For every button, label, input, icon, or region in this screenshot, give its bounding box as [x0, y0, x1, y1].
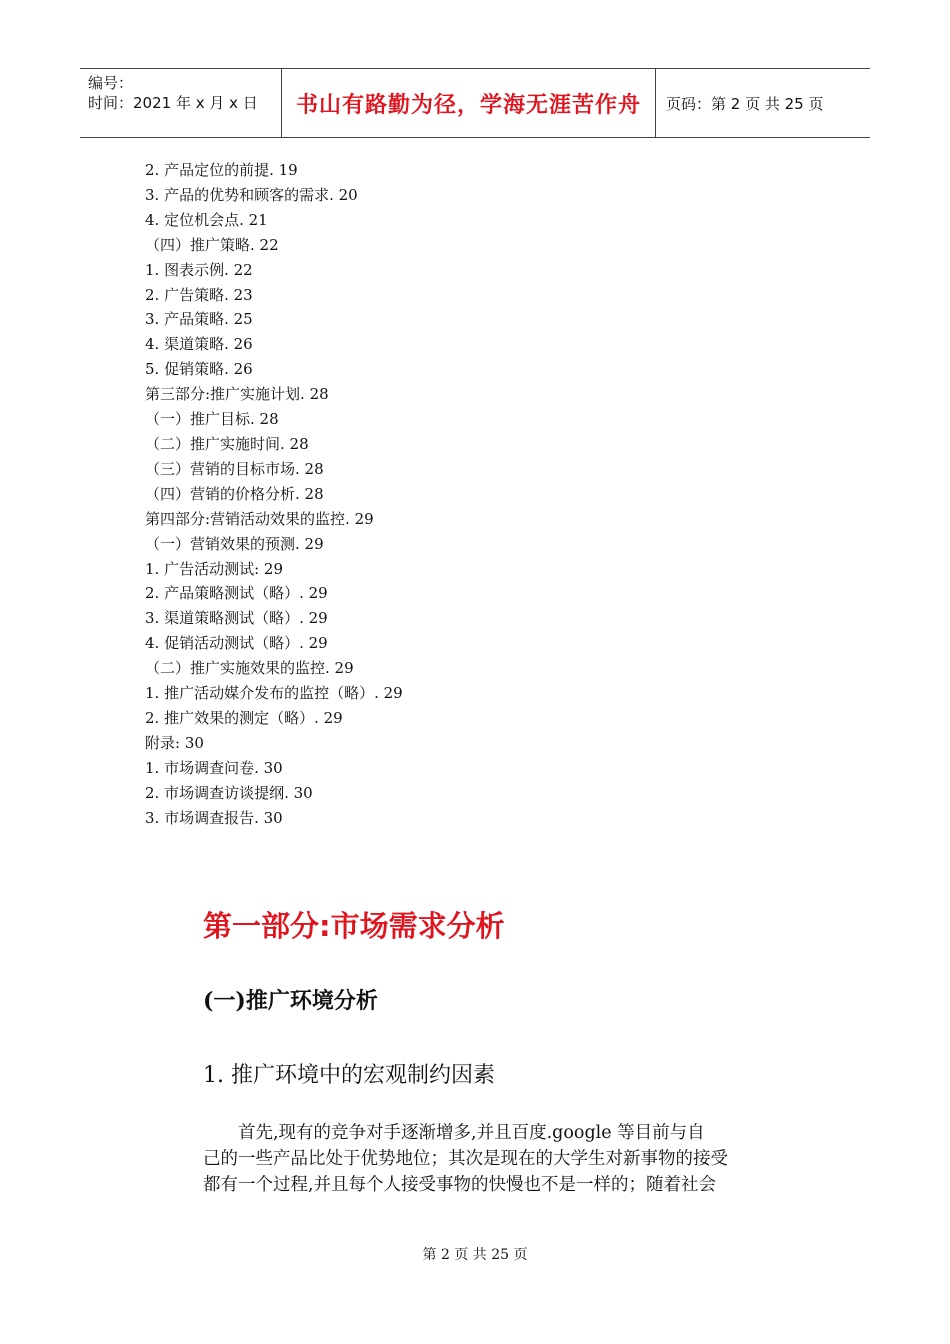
toc-entry: （二）推广实施时间. 28: [145, 434, 309, 453]
toc-entry: （四）推广策略. 22: [145, 235, 279, 254]
toc-entry: 4. 渠道策略. 26: [145, 335, 253, 354]
section-title: (一)推广环境分析: [203, 988, 378, 1014]
body-paragraph: [203, 1120, 803, 1198]
toc-entry: （一）推广目标. 28: [145, 410, 279, 429]
toc-entry: 1. 广告活动测试: 29: [145, 559, 283, 578]
toc-entry: （三）营销的目标市场. 28: [145, 459, 324, 478]
header-motto-cell: [282, 69, 656, 137]
page-footer: 第 2 页 共 25 页: [422, 1247, 528, 1263]
toc-entry: 5. 促销策略. 26: [145, 360, 253, 379]
page-label: 页码：第 2 页 共 25 页: [666, 94, 824, 113]
toc-entry: 第三部分:推广实施计划. 28: [145, 385, 329, 404]
paragraph-line: 己的一些产品比处于优势地位；其次是现在的大学生对新事物的接受: [203, 1149, 728, 1169]
toc-entry: 3. 产品策略. 25: [145, 310, 253, 329]
paragraph-line: 首先,现有的竞争对手逐渐增多,并且百度.google 等目前与自: [203, 1123, 705, 1143]
toc-entry: 3. 市场调查报告. 30: [145, 808, 283, 827]
subsection-title: 1. 推广环境中的宏观制约因素: [203, 1063, 495, 1088]
toc-entry: 2. 市场调查访谈提纲. 30: [145, 783, 313, 802]
toc-entry: 1. 市场调查问卷. 30: [145, 758, 283, 777]
toc-entry: 2. 推广效果的测定（略）. 29: [145, 708, 343, 727]
toc-entry: 1. 图表示例. 22: [145, 260, 253, 279]
toc-entry: （二）推广实施效果的监控. 29: [145, 659, 354, 678]
header-page-cell: [656, 69, 870, 137]
toc-entry: （一）营销效果的预测. 29: [145, 534, 324, 553]
table-of-contents: [145, 158, 403, 830]
toc-entry: 3. 渠道策略测试（略）. 29: [145, 609, 328, 628]
toc-entry: （四）营销的价格分析. 28: [145, 484, 324, 503]
motto: 书山有路勤为径，学海无涯苦作舟: [295, 92, 641, 118]
toc-entry: 2. 产品定位的前提. 19: [145, 161, 298, 179]
part-title: 第一部分:市场需求分析: [203, 909, 505, 943]
toc-entry: 2. 广告策略. 23: [145, 285, 253, 304]
paragraph-line: 都有一个过程,并且每个人接受事物的快慢也不是一样的；随着社会: [203, 1175, 717, 1195]
header-meta: [80, 69, 282, 137]
toc-entry: 1. 推广活动媒介发布的监控（略）. 29: [145, 684, 403, 703]
toc-entry: 2. 产品策略测试（略）. 29: [145, 584, 328, 603]
page-header: [80, 68, 870, 138]
toc-entry: 4. 定位机会点. 21: [145, 210, 268, 229]
number-label: 编号：: [88, 74, 134, 92]
toc-entry: 第四部分:营销活动效果的监控. 29: [145, 509, 374, 528]
time-label: 时间：2021 年 x 月 x 日: [88, 94, 258, 112]
toc-entry: 3. 产品的优势和顾客的需求. 20: [145, 185, 358, 204]
toc-entry: 4. 促销活动测试（略）. 29: [145, 634, 328, 653]
toc-entry: 附录: 30: [145, 733, 204, 752]
